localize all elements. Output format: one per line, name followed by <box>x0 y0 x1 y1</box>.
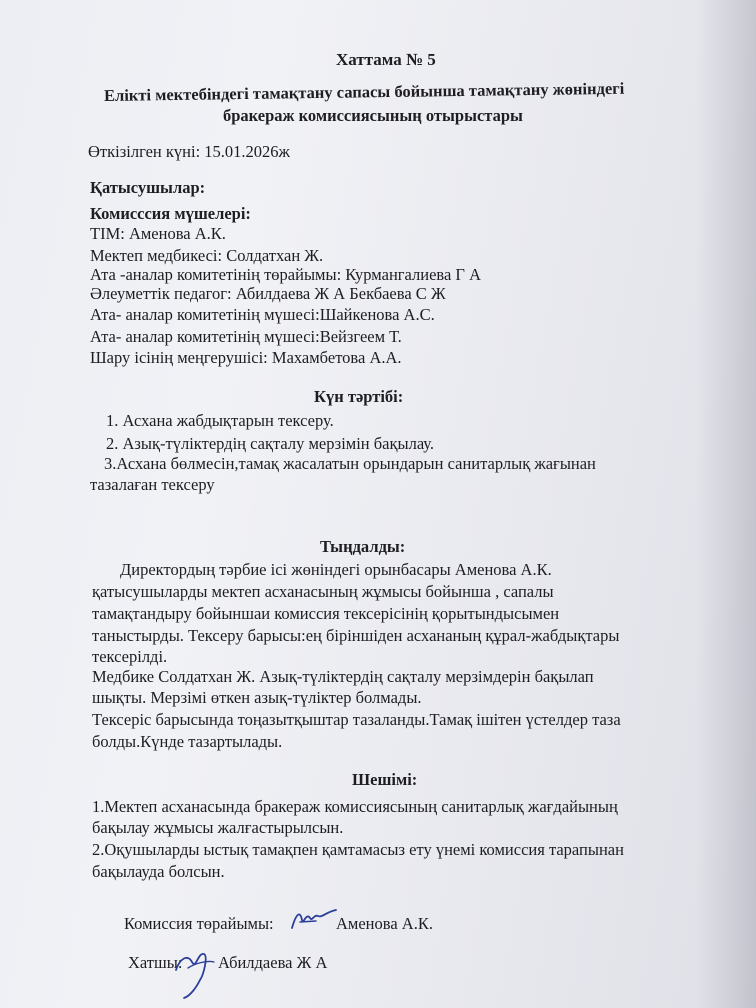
decision-line: 2.Оқушыларды ыстық тамақпен қамтамасыз ету үнемі комиссия тарапынан <box>92 840 624 859</box>
agenda-heading: Күн тәртібі: <box>314 387 404 406</box>
commission-heading: Комисссия мүшелері: <box>90 204 251 223</box>
heard-heading: Тыңдалды: <box>320 537 406 556</box>
chair-name: Аменова А.К. <box>336 914 433 933</box>
heard-line: таныстырды. Тексеру барысы:ең біріншіден асхананың құрал-жабдықтары <box>92 626 620 645</box>
member-item: ТІМ: Аменова А.К. <box>90 224 226 243</box>
secretary-label: Хатшы: <box>128 953 183 972</box>
agenda-item: тазалаған тексеру <box>90 475 215 494</box>
decision-line: 1.Мектеп асханасында бракераж комиссиясының санитарлық жағдайының <box>92 797 618 816</box>
agenda-item: 1. Асхана жабдықтарын тексеру. <box>106 411 334 430</box>
member-item: Ата- аналар комитетінің мүшесі:Вейзгеем Т. <box>90 327 402 346</box>
heard-line: Медбике Солдатхан Ж. Азық-түліктердің сақталу мерзімдерін бақылап <box>92 667 594 686</box>
member-item: Ата -аналар комитетінің төрайымы: Курмангалиева Г А <box>90 265 481 284</box>
subtitle-line-1: Елікті мектебіндегі тамақтану сапасы бойынша тамақтану жөніндегі <box>103 78 625 105</box>
heard-line: шықты. Мерзімі өткен азық-түліктер болмады. <box>92 688 422 707</box>
chair-signature <box>290 906 338 939</box>
secretary-signature <box>170 940 218 1005</box>
member-item: Әлеуметтік педагог: Абилдаева Ж А Бекбаева С Ж <box>90 284 446 303</box>
agenda-item: 2. Азық-түліктердің сақталу мерзімін бақылау. <box>106 434 435 453</box>
member-item: Ата- аналар комитетінің мүшесі:Шайкенова А.С. <box>90 305 435 324</box>
heard-line: болды.Күнде тазартылады. <box>92 732 283 751</box>
participants-heading: Қатысушылар: <box>90 178 206 197</box>
decision-heading: Шешімі: <box>352 770 418 789</box>
heard-line: тамақтандыру бойыншаи комиссия тексерісінің қорытындысымен <box>92 604 560 623</box>
secretary-name: Абилдаева Ж А <box>218 953 328 972</box>
decision-line: бақылауда болсын. <box>92 862 225 881</box>
heard-line: Директордың тәрбие ісі жөніндегі орынбасары Аменова А.К. <box>120 560 552 579</box>
subtitle-line-2: бракераж комиссиясының отырыстары <box>223 106 523 125</box>
member-item: Шару ісінің меңгерушісі: Махамбетова А.А. <box>90 348 402 367</box>
chair-label: Комиссия төрайымы: <box>124 914 274 933</box>
heard-line: тексерілді. <box>92 647 168 666</box>
meeting-date: Өткізілген күні: 15.01.2026ж <box>88 142 290 161</box>
heard-line: қатысушыларды мектеп асханасының жұмысы бойынша , сапалы <box>92 582 554 601</box>
decision-line: бақылау жұмысы жалғастырылсын. <box>92 818 344 837</box>
member-item: Мектеп медбикесі: Солдатхан Ж. <box>90 246 324 265</box>
heard-line: Тексеріс барысында тоңазытқыштар тазаланды.Тамақ ішітен үстелдер таза <box>92 710 621 729</box>
agenda-item: 3.Асхана бөлмесін,тамақ жасалатын орындарын санитарлық жағынан <box>104 454 596 473</box>
document-title: Хаттама № 5 <box>336 50 436 69</box>
page-shadow <box>696 0 756 1008</box>
